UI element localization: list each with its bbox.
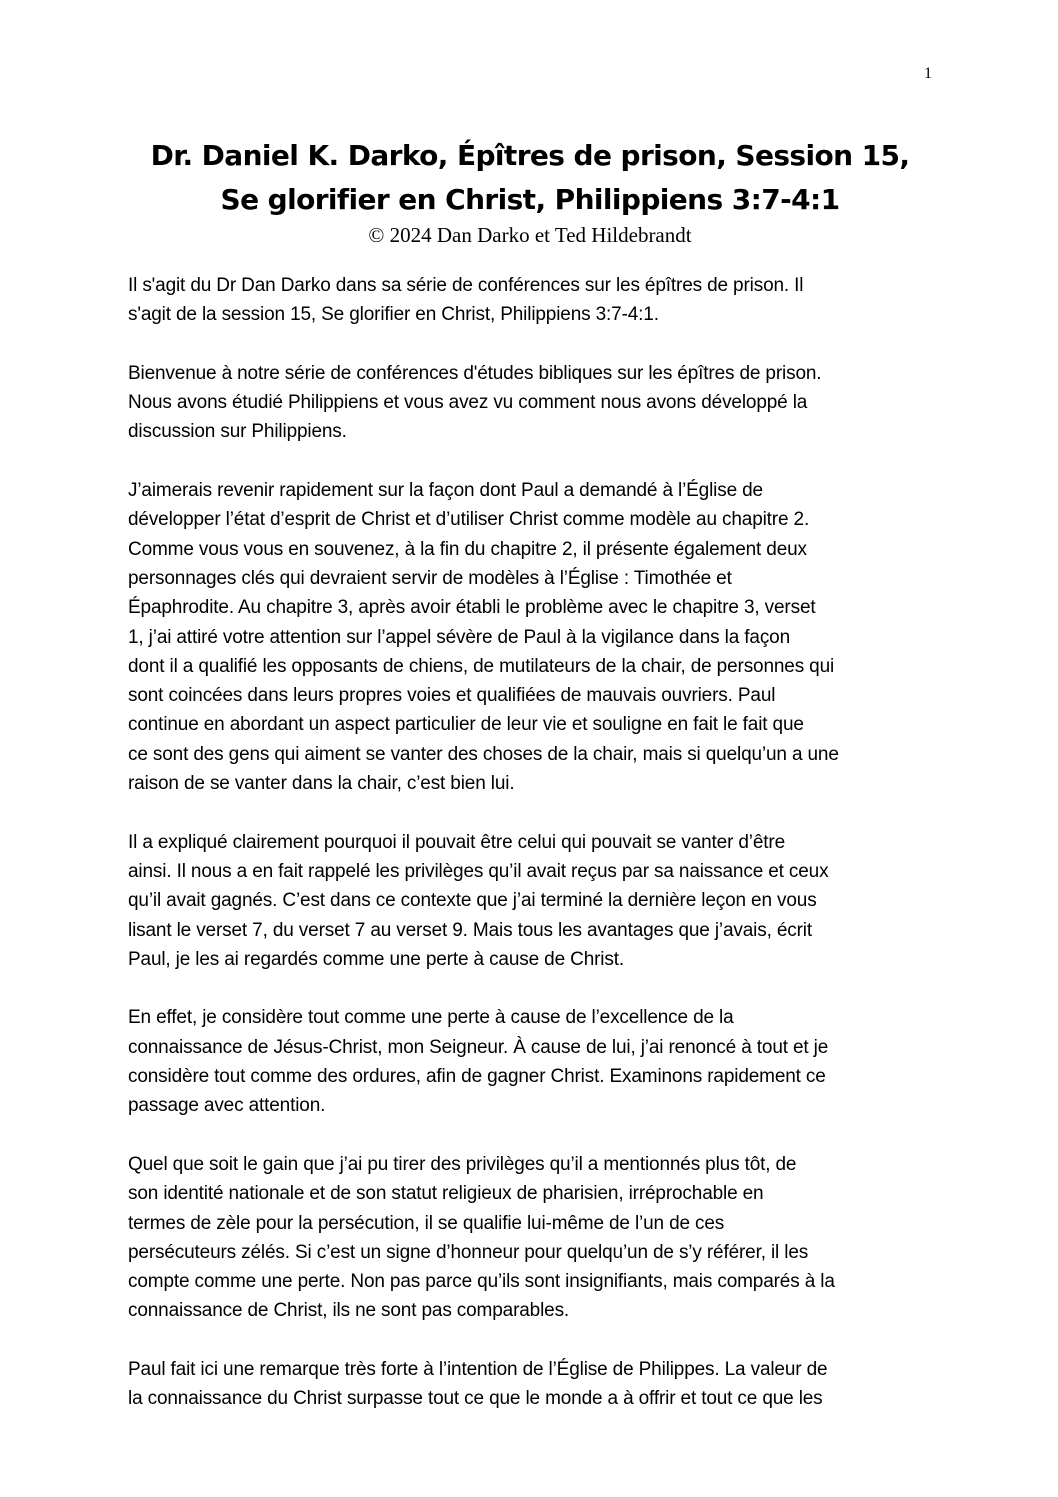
text-line: développer l’état d’esprit de Christ et d’utiliser Christ comme modèle au chapitre 2. (128, 509, 810, 531)
text-line: J’aimerais revenir rapidement sur la façon dont Paul a demandé à l’Église de (128, 480, 763, 502)
paragraph (128, 271, 938, 330)
text-line: Paul, je les ai regardés comme une perte à cause de Christ. (128, 948, 624, 970)
text-line: qu’il avait gagnés. C’est dans ce contexte que j’ai terminé la dernière leçon en vous (128, 890, 817, 912)
paragraph (128, 1355, 938, 1414)
text-line: ainsi. Il nous a en fait rappelé les privilèges qu’il avait reçus par sa naissance et ceux (128, 860, 829, 882)
text-line: personnages clés qui devraient servir de modèles à l’Église : Timothée et (128, 567, 732, 589)
text-line: En effet, je considère tout comme une perte à cause de l’excellence de la (128, 1007, 734, 1029)
text-line: Comme vous vous en souvenez, à la fin du chapitre 2, il présente également deux (128, 538, 807, 560)
text-line: passage avec attention. (128, 1095, 326, 1117)
text-line: son identité nationale et de son statut religieux de pharisien, irréprochable en (128, 1183, 764, 1205)
document-body (128, 271, 938, 1443)
text-line: discussion sur Philippiens. (128, 421, 347, 443)
text-line: connaissance de Jésus-Christ, mon Seigneur. À cause de lui, j’ai renoncé à tout et je (128, 1036, 829, 1058)
text-line: dont il a qualifié les opposants de chiens, de mutilateurs de la chair, de personnes qui (128, 655, 835, 677)
text-line: Quel que soit le gain que j’ai pu tirer des privilèges qu’il a mentionnés plus tôt, de (128, 1153, 797, 1175)
text-line: Bienvenue à notre série de conférences d'études bibliques sur les épîtres de prison. (128, 362, 822, 384)
text-line: considère tout comme des ordures, afin de gagner Christ. Examinons rapidement ce (128, 1066, 826, 1088)
paragraph (128, 476, 938, 798)
text-line: compte comme une perte. Non pas parce qu’ils sont insignifiants, mais comparés à la (128, 1271, 835, 1293)
text-line: s'agit de la session 15, Se glorifier en Christ, Philippiens 3:7-4:1. (128, 304, 659, 326)
text-line: termes de zèle pour la persécution, il se qualifie lui-même de l’un de ces (128, 1212, 725, 1234)
title-line-2: Se glorifier en Christ, Philippiens 3:7-4:1 (220, 183, 840, 216)
text-line: persécuteurs zélés. Si c’est un signe d’honneur pour quelqu’un de s’y référer, il les (128, 1241, 809, 1263)
text-line: Il a expliqué clairement pourquoi il pouvait être celui qui pouvait se vanter d’être (128, 831, 786, 853)
text-line: lisant le verset 7, du verset 7 au verset 9. Mais tous les avantages que j’avais, écrit (128, 919, 812, 941)
text-line: Paul fait ici une remarque très forte à l’intention de l’Église de Philippes. La valeur de (128, 1358, 828, 1380)
paragraph (128, 359, 938, 447)
text-line: Il s'agit du Dr Dan Darko dans sa série de conférences sur les épîtres de prison. Il (128, 275, 804, 296)
paragraph (128, 1150, 938, 1326)
copyright-line: © 2024 Dan Darko et Ted Hildebrandt (368, 223, 692, 247)
page-number: 1 (924, 65, 932, 82)
title-line-1: Dr. Daniel K. Darko, Épîtres de prison, Session 15, (150, 139, 910, 172)
paragraph (128, 828, 938, 974)
text-line: connaissance de Christ, ils ne sont pas comparables. (128, 1300, 570, 1322)
text-line: Épaphrodite. Au chapitre 3, après avoir établi le problème avec le chapitre 3, verset (128, 597, 816, 619)
text-line: ce sont des gens qui aiment se vanter des choses de la chair, mais si quelqu’un a une (128, 743, 839, 765)
text-line: Nous avons étudié Philippiens et vous avez vu comment nous avons développé la (128, 392, 808, 414)
text-line: 1, j’ai attiré votre attention sur l’appel sévère de Paul à la vigilance dans la façon (128, 626, 790, 648)
text-line: sont coincées dans leurs propres voies et qualifiées de mauvais ouvriers. Paul (128, 685, 776, 707)
text-line: continue en abordant un aspect particulier de leur vie et souligne en fait le fait que (128, 714, 804, 736)
paragraph (128, 1003, 938, 1120)
text-line: raison de se vanter dans la chair, c’est bien lui. (128, 773, 515, 795)
document-title (100, 134, 960, 222)
text-line: la connaissance du Christ surpasse tout ce que le monde a à offrir et tout ce que les (128, 1388, 823, 1410)
